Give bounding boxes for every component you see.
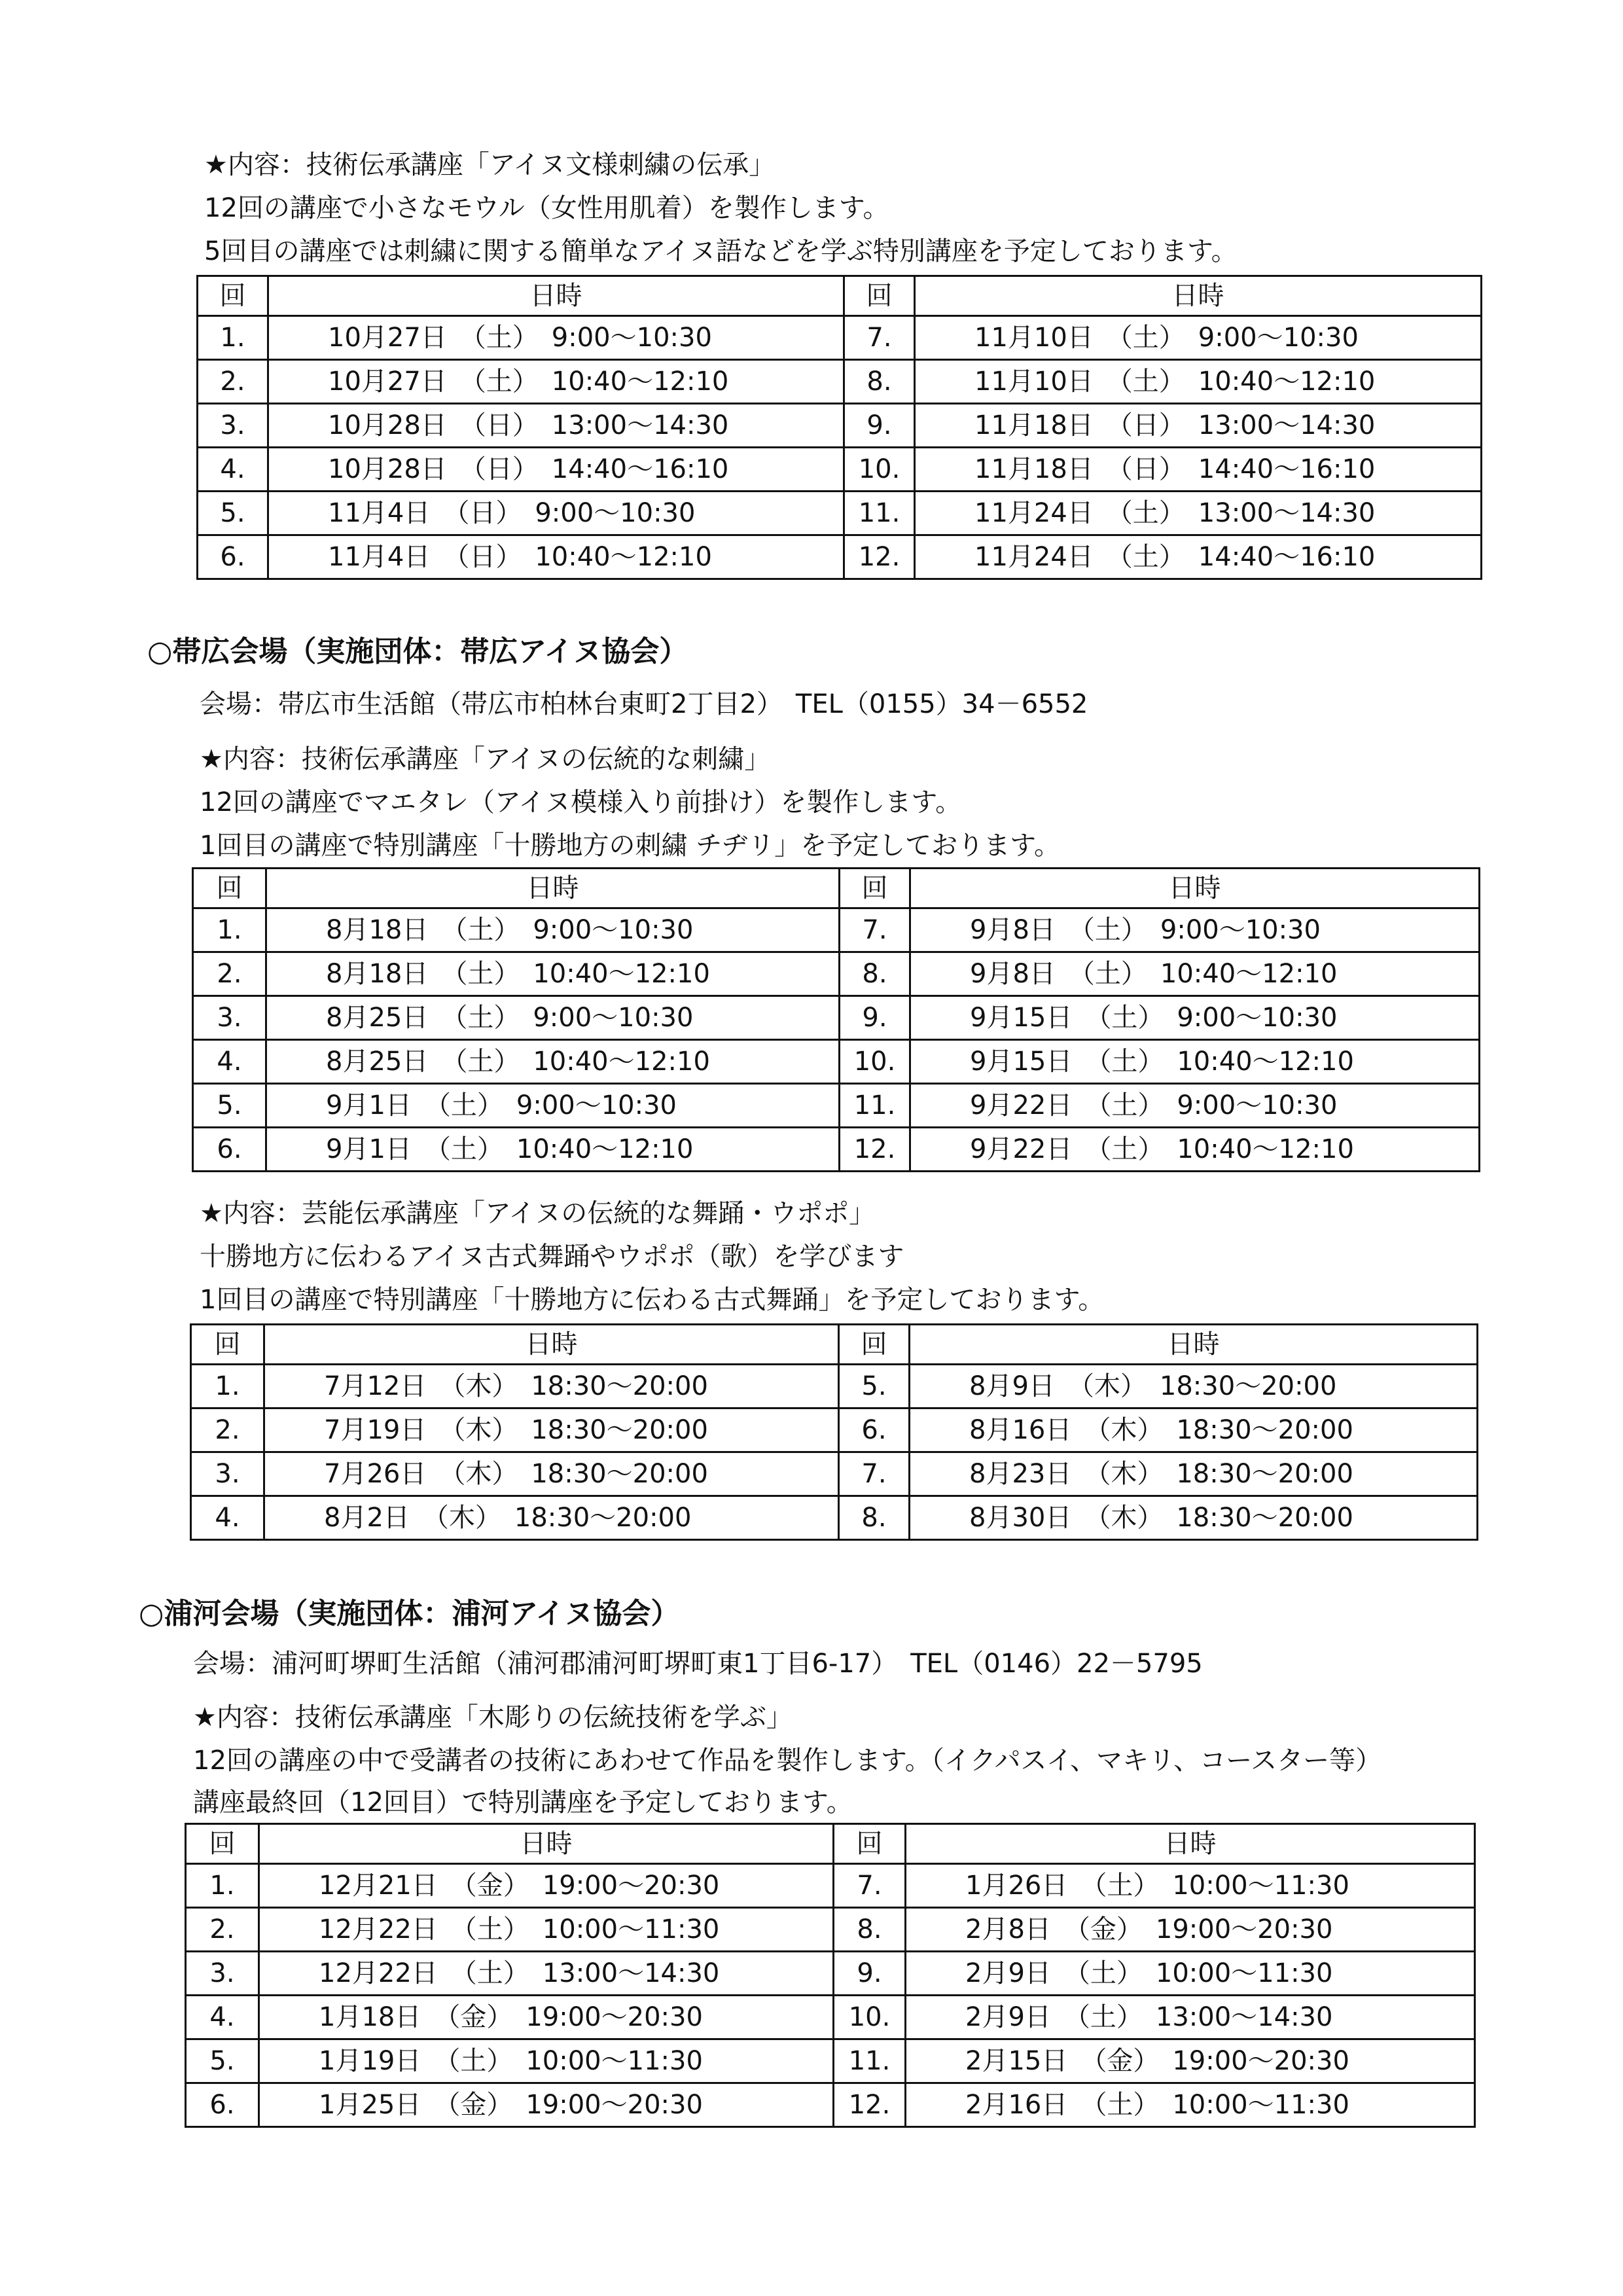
session-number: 2.: [186, 1908, 259, 1952]
session-datetime: 8月18日 （土） 9:00～10:30: [266, 908, 840, 952]
header-date-time: 日時: [910, 1325, 1478, 1365]
table-header-row: [191, 1325, 1478, 1365]
session-number: 2.: [191, 1408, 264, 1452]
table-row: [193, 908, 1480, 952]
table-row: [193, 996, 1480, 1040]
session-number: 7.: [834, 1864, 906, 1908]
session-number: 3.: [191, 1452, 264, 1496]
header-session-number: 回: [198, 276, 268, 316]
session-datetime: 1月25日 （金） 19:00～20:30: [259, 2083, 834, 2127]
session-number: 6.: [186, 2083, 259, 2127]
table-row: [191, 1452, 1478, 1496]
session-number: 11.: [844, 492, 915, 535]
table-row: [191, 1365, 1478, 1408]
session-datetime: 8月30日 （木） 18:30～20:00: [910, 1496, 1478, 1540]
session-number: 1.: [198, 316, 268, 360]
table-row: [198, 316, 1482, 360]
session-datetime: 8月18日 （土） 10:40～12:10: [266, 952, 840, 996]
session-number: 3.: [198, 404, 268, 448]
session-datetime: 2月16日 （土） 10:00～11:30: [906, 2083, 1475, 2127]
table-row: [191, 1496, 1478, 1540]
session-number: 8.: [844, 360, 915, 404]
session-datetime: 11月10日 （土） 9:00～10:30: [915, 316, 1482, 360]
session-datetime: 9月8日 （土） 9:00～10:30: [910, 908, 1480, 952]
session-datetime: 9月22日 （土） 9:00～10:30: [910, 1084, 1480, 1128]
course-content-line: ★内容：技術伝承講座「アイヌの伝統的な刺繍」: [200, 744, 771, 774]
session-datetime: 11月4日 （日） 9:00～10:30: [268, 492, 844, 535]
session-datetime: 11月24日 （土） 13:00～14:30: [915, 492, 1482, 535]
table-row: [198, 404, 1482, 448]
course-content-line: ★内容：技術伝承講座「木彫りの伝統技術を学ぶ」: [193, 1702, 793, 1732]
course-special-lecture-line: 1回目の講座で特別講座「十勝地方の刺繍 チヂリ」を予定しております。: [200, 831, 1060, 861]
course-description-line: 12回の講座の中で受講者の技術にあわせて作品を製作します。（イクパスイ、マキリ、コースター等）: [193, 1746, 1382, 1776]
session-datetime: 2月9日 （土） 13:00～14:30: [906, 1996, 1475, 2039]
session-datetime: 11月18日 （日） 13:00～14:30: [915, 404, 1482, 448]
session-datetime: 12月22日 （土） 13:00～14:30: [259, 1952, 834, 1996]
course-special-lecture-line: 1回目の講座で特別講座「十勝地方に伝わる古式舞踊」を予定しております。: [200, 1285, 1105, 1315]
header-date-time: 日時: [268, 276, 844, 316]
session-datetime: 8月9日 （木） 18:30～20:00: [910, 1365, 1478, 1408]
session-datetime: 11月18日 （日） 14:40～16:10: [915, 448, 1482, 492]
session-number: 4.: [198, 448, 268, 492]
session-number: 9.: [844, 404, 915, 448]
table-row: [193, 1084, 1480, 1128]
urakawa-venue-heading: ○浦河会場（実施団体：浦河アイヌ協会）: [139, 1597, 680, 1630]
table-row: [198, 535, 1482, 579]
session-datetime: 7月26日 （木） 18:30～20:00: [264, 1452, 839, 1496]
session-number: 5.: [198, 492, 268, 535]
session-datetime: 7月12日 （木） 18:30～20:00: [264, 1365, 839, 1408]
course-description-line: 12回の講座で小さなモウル（女性用肌着）を製作します。: [204, 193, 889, 223]
session-datetime: 8月25日 （土） 10:40～12:10: [266, 1040, 840, 1084]
session-datetime: 2月15日 （金） 19:00～20:30: [906, 2039, 1475, 2083]
session-datetime: 2月9日 （土） 10:00～11:30: [906, 1952, 1475, 1996]
header-session-number: 回: [193, 869, 266, 908]
session-number: 8.: [839, 1496, 910, 1540]
session-datetime: 10月27日 （土） 10:40～12:10: [268, 360, 844, 404]
header-date-time: 日時: [915, 276, 1482, 316]
header-date-time: 日時: [906, 1824, 1475, 1864]
table-row: [198, 448, 1482, 492]
header-session-number: 回: [186, 1824, 259, 1864]
urakawa-venue-address: 会場：浦河町堺町生活館（浦河郡浦河町堺町東1丁目6-17） TEL（0146）22－5795: [193, 1649, 1203, 1679]
session-number: 12.: [844, 535, 915, 579]
session-number: 2.: [193, 952, 266, 996]
session-number: 7.: [844, 316, 915, 360]
session-number: 2.: [198, 360, 268, 404]
session-number: 12.: [840, 1128, 910, 1172]
table-row: [191, 1408, 1478, 1452]
table-row: [198, 360, 1482, 404]
session-number: 5.: [193, 1084, 266, 1128]
course-description-line: 12回の講座でマエタレ（アイヌ模様入り前掛け）を製作します。: [200, 787, 962, 817]
header-date-time: 日時: [910, 869, 1480, 908]
session-datetime: 8月23日 （木） 18:30～20:00: [910, 1452, 1478, 1496]
header-session-number: 回: [834, 1824, 906, 1864]
session-datetime: 1月18日 （金） 19:00～20:30: [259, 1996, 834, 2039]
header-session-number: 回: [839, 1325, 910, 1365]
header-session-number: 回: [844, 276, 915, 316]
schedule-table-embroidery-heritage: [196, 275, 1482, 580]
session-datetime: 1月26日 （土） 10:00～11:30: [906, 1864, 1475, 1908]
table-row: [186, 2039, 1475, 2083]
obihiro-venue-address: 会場：帯広市生活館（帯広市柏林台東町2丁目2） TEL（0155）34－6552: [200, 689, 1088, 719]
session-number: 11.: [834, 2039, 906, 2083]
header-date-time: 日時: [264, 1325, 839, 1365]
session-datetime: 10月28日 （日） 14:40～16:10: [268, 448, 844, 492]
table-row: [186, 1952, 1475, 1996]
course-description-line: 十勝地方に伝わるアイヌ古式舞踊やウポポ（歌）を学びます: [200, 1242, 904, 1272]
session-number: 10.: [834, 1996, 906, 2039]
session-number: 1.: [191, 1365, 264, 1408]
course-content-line: ★内容：技術伝承講座「アイヌ文様刺繍の伝承」: [204, 150, 776, 180]
session-datetime: 8月2日 （木） 18:30～20:00: [264, 1496, 839, 1540]
session-datetime: 12月21日 （金） 19:00～20:30: [259, 1864, 834, 1908]
session-datetime: 8月25日 （土） 9:00～10:30: [266, 996, 840, 1040]
session-number: 9.: [840, 996, 910, 1040]
session-datetime: 9月8日 （土） 10:40～12:10: [910, 952, 1480, 996]
session-number: 1.: [186, 1864, 259, 1908]
session-datetime: 2月8日 （金） 19:00～20:30: [906, 1908, 1475, 1952]
session-datetime: 8月16日 （木） 18:30～20:00: [910, 1408, 1478, 1452]
session-number: 5.: [186, 2039, 259, 2083]
session-datetime: 12月22日 （土） 10:00～11:30: [259, 1908, 834, 1952]
session-datetime: 9月15日 （土） 9:00～10:30: [910, 996, 1480, 1040]
session-number: 6.: [193, 1128, 266, 1172]
session-number: 11.: [840, 1084, 910, 1128]
session-number: 5.: [839, 1365, 910, 1408]
table-row: [193, 1040, 1480, 1084]
schedule-table-obihiro-embroidery: [192, 867, 1480, 1172]
table-header-row: [193, 869, 1480, 908]
session-number: 4.: [191, 1496, 264, 1540]
session-number: 12.: [834, 2083, 906, 2127]
course-special-lecture-line: 講座最終回（12回目）で特別講座を予定しております。: [193, 1787, 853, 1818]
course-content-line: ★内容：芸能伝承講座「アイヌの伝統的な舞踊・ウポポ」: [200, 1198, 876, 1229]
session-datetime: 9月15日 （土） 10:40～12:10: [910, 1040, 1480, 1084]
course-special-lecture-line: 5回目の講座では刺繍に関する簡単なアイヌ語などを学ぶ特別講座を予定しております。: [204, 236, 1238, 266]
header-session-number: 回: [840, 869, 910, 908]
header-date-time: 日時: [266, 869, 840, 908]
session-number: 6.: [839, 1408, 910, 1452]
session-datetime: 9月1日 （土） 9:00～10:30: [266, 1084, 840, 1128]
session-datetime: 10月28日 （日） 13:00～14:30: [268, 404, 844, 448]
table-row: [186, 2083, 1475, 2127]
session-datetime: 9月22日 （土） 10:40～12:10: [910, 1128, 1480, 1172]
session-number: 8.: [834, 1908, 906, 1952]
session-number: 1.: [193, 908, 266, 952]
table-row: [186, 1996, 1475, 2039]
session-datetime: 9月1日 （土） 10:40～12:10: [266, 1128, 840, 1172]
session-number: 4.: [193, 1040, 266, 1084]
session-number: 3.: [193, 996, 266, 1040]
session-number: 3.: [186, 1952, 259, 1996]
session-number: 7.: [839, 1452, 910, 1496]
table-row: [198, 492, 1482, 535]
table-header-row: [198, 276, 1482, 316]
header-date-time: 日時: [259, 1824, 834, 1864]
session-datetime: 10月27日 （土） 9:00～10:30: [268, 316, 844, 360]
session-datetime: 7月19日 （木） 18:30～20:00: [264, 1408, 839, 1452]
table-row: [186, 1864, 1475, 1908]
session-datetime: 1月19日 （土） 10:00～11:30: [259, 2039, 834, 2083]
session-number: 9.: [834, 1952, 906, 1996]
table-row: [193, 1128, 1480, 1172]
session-number: 6.: [198, 535, 268, 579]
session-number: 4.: [186, 1996, 259, 2039]
session-datetime: 11月10日 （土） 10:40～12:10: [915, 360, 1482, 404]
session-number: 8.: [840, 952, 910, 996]
session-number: 10.: [840, 1040, 910, 1084]
obihiro-venue-heading: ○帯広会場（実施団体：帯広アイヌ協会）: [147, 635, 688, 668]
table-header-row: [186, 1824, 1475, 1864]
schedule-table-obihiro-dance: [190, 1323, 1478, 1541]
session-datetime: 11月24日 （土） 14:40～16:10: [915, 535, 1482, 579]
table-row: [193, 952, 1480, 996]
session-number: 7.: [840, 908, 910, 952]
session-number: 10.: [844, 448, 915, 492]
header-session-number: 回: [191, 1325, 264, 1365]
table-row: [186, 1908, 1475, 1952]
schedule-table-urakawa-woodcarving: [185, 1823, 1476, 2128]
session-datetime: 11月4日 （日） 10:40～12:10: [268, 535, 844, 579]
